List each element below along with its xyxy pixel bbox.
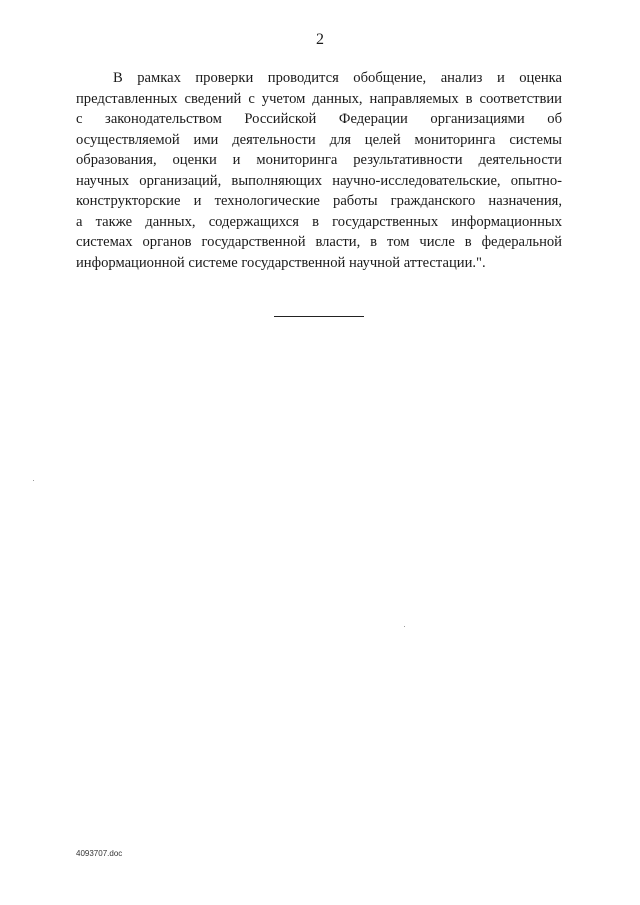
paragraph-line: а также данных, содержащихся в государственных информационных <box>76 213 562 230</box>
paragraph-line: с законодательством Российской Федерации организациями об <box>76 111 562 127</box>
paragraph-line: образования, оценки и мониторинга результативности деятельности <box>76 152 562 168</box>
paragraph-line: представленных сведений с учетом данных, направляемых в соответствии <box>76 90 562 107</box>
paragraph-line: осуществляемой ими деятельности для целей мониторинга системы <box>76 131 562 148</box>
paragraph-line: конструкторские и технологические работы гражданского назначения, <box>76 193 562 209</box>
paragraph-line: информационной системе государственной научной аттестации.". <box>76 254 486 271</box>
end-separator-line <box>274 316 364 317</box>
page-number: 2 <box>316 31 324 48</box>
scan-speck <box>404 626 405 627</box>
document-code: 4093707.doc <box>76 849 123 858</box>
paragraph-line: В рамках проверки проводится обобщение, анализ и оценка <box>113 70 562 86</box>
scan-speck <box>33 480 34 481</box>
paragraph-line: научных организаций, выполняющих научно-исследовательские, опытно- <box>76 172 562 189</box>
body-paragraph <box>76 68 562 273</box>
paragraph-line: системах органов государственной власти, в том числе в федеральной <box>76 234 562 250</box>
